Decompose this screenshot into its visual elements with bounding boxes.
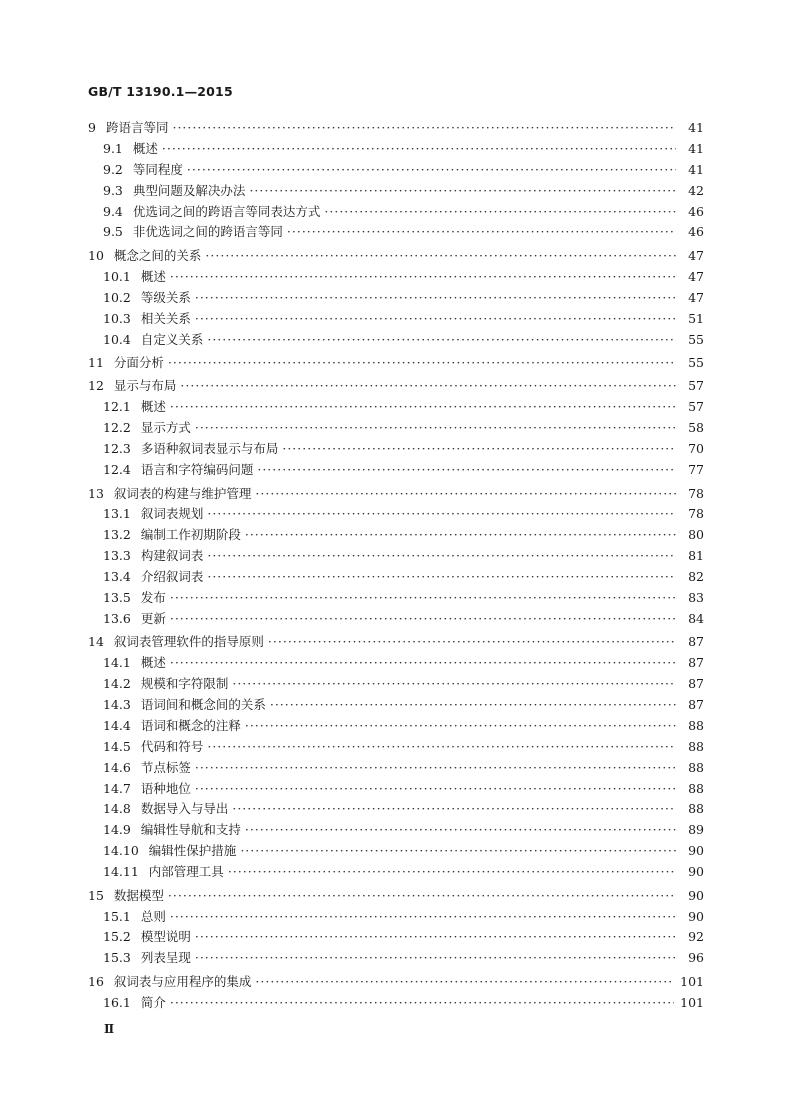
toc-entry-page: 81 [688, 548, 704, 564]
toc-chapter-entry[interactable] [88, 484, 704, 505]
toc-entry-number: 14.3 [103, 697, 131, 713]
table-of-contents [88, 118, 704, 1014]
dot-leader [180, 376, 676, 397]
toc-entry-title: 概述 [132, 140, 158, 156]
dot-leader [232, 674, 676, 695]
dot-leader [282, 439, 676, 460]
dot-leader [168, 886, 676, 907]
toc-entry-number: 12.4 [103, 462, 131, 478]
dot-leader [195, 288, 676, 309]
toc-entry-page: 96 [688, 950, 704, 966]
toc-entry-title: 编制工作初期阶段 [140, 527, 241, 543]
toc-entry-title: 叙词表管理软件的指导原则 [113, 634, 264, 650]
toc-section-entry[interactable] [88, 160, 704, 181]
toc-entry-title: 优选词之间的跨语言等同表达方式 [132, 203, 321, 219]
toc-section-entry[interactable] [88, 907, 704, 928]
toc-entry-title: 介绍叙词表 [140, 569, 204, 585]
toc-entry-number: 12.2 [103, 420, 131, 436]
dot-leader [168, 353, 676, 374]
toc-entry-number: 13.5 [103, 589, 131, 605]
toc-entry-title: 简介 [140, 994, 166, 1010]
toc-entry-title: 语词和概念的注释 [140, 717, 241, 733]
toc-entry-number: 16.1 [103, 994, 131, 1010]
dot-leader [245, 525, 676, 546]
toc-entry-page: 42 [688, 182, 704, 198]
toc-section-entry[interactable] [88, 288, 704, 309]
toc-entry-number: 14.5 [103, 738, 131, 754]
toc-entry-number: 13.1 [103, 506, 131, 522]
toc-entry-title: 构建叙词表 [140, 548, 204, 564]
dot-leader [240, 841, 676, 862]
dot-leader [170, 267, 676, 288]
toc-entry-number: 15.3 [103, 950, 131, 966]
toc-entry-page: 87 [688, 634, 704, 650]
toc-entry-number: 9.5 [103, 224, 123, 240]
toc-entry-page: 41 [688, 161, 704, 177]
toc-entry-number: 12.1 [103, 399, 131, 415]
toc-entry-number: 13.2 [103, 527, 131, 543]
toc-entry-number: 14.7 [103, 780, 131, 796]
toc-section-entry[interactable] [88, 330, 704, 351]
toc-entry-title: 多语种叙词表显示与布局 [140, 441, 279, 457]
toc-entry-page: 88 [688, 780, 704, 796]
toc-entry-page: 41 [688, 120, 704, 135]
toc-entry-title: 叙词表与应用程序的集成 [113, 973, 252, 989]
toc-entry-page: 77 [688, 462, 704, 478]
toc-chapter-entry[interactable] [88, 118, 704, 139]
toc-entry-page: 78 [688, 485, 704, 501]
dot-leader [170, 588, 676, 609]
toc-entry-page: 90 [688, 843, 704, 859]
toc-entry-title: 典型问题及解决办法 [132, 182, 246, 198]
toc-entry-title: 概述 [140, 655, 166, 671]
toc-section-entry[interactable] [88, 439, 704, 460]
dot-leader [172, 118, 676, 139]
toc-entry-title: 发布 [140, 589, 166, 605]
dot-leader [187, 160, 676, 181]
toc-entry-title: 自定义关系 [140, 331, 204, 347]
toc-entry-number: 9.4 [103, 203, 123, 219]
toc-section-entry[interactable] [88, 674, 704, 695]
toc-entry-number: 9.3 [103, 182, 123, 198]
toc-entry-number: 14.9 [103, 822, 131, 838]
toc-entry-title: 总则 [140, 908, 166, 924]
toc-section-entry[interactable] [88, 202, 704, 223]
toc-entry-page: 70 [688, 441, 704, 457]
dot-leader [228, 862, 676, 883]
toc-section-entry[interactable] [88, 567, 704, 588]
toc-entry-title: 相关关系 [140, 310, 191, 326]
toc-entry-number: 10 [88, 247, 104, 263]
toc-entry-number: 15 [88, 887, 104, 903]
toc-entry-title: 等同程度 [132, 161, 183, 177]
toc-entry-page: 87 [688, 655, 704, 671]
toc-entry-page: 47 [688, 247, 704, 263]
toc-entry-title: 规模和字符限制 [140, 676, 229, 692]
toc-entry-page: 78 [688, 506, 704, 522]
toc-entry-number: 13.3 [103, 548, 131, 564]
toc-chapter-entry[interactable] [88, 972, 704, 993]
toc-entry-number: 11 [88, 354, 104, 370]
toc-entry-number: 14.10 [103, 843, 139, 859]
dot-leader [170, 397, 676, 418]
dot-leader [255, 484, 676, 505]
dot-leader [207, 737, 676, 758]
toc-entry-number: 10.4 [103, 331, 131, 347]
toc-entry-title: 编辑性导航和支持 [140, 822, 241, 838]
toc-section-entry[interactable] [88, 820, 704, 841]
toc-entry-title: 代码和符号 [140, 738, 204, 754]
toc-section-entry[interactable] [88, 546, 704, 567]
toc-section-entry[interactable] [88, 418, 704, 439]
dot-leader [207, 567, 676, 588]
toc-entry-number: 14.2 [103, 676, 131, 692]
toc-entry-title: 语种地位 [140, 780, 191, 796]
toc-entry-page: 88 [688, 801, 704, 817]
toc-entry-page: 90 [688, 887, 704, 903]
toc-entry-title: 数据模型 [113, 887, 164, 903]
dot-leader [195, 758, 676, 779]
dot-leader [195, 948, 676, 969]
dot-leader [195, 927, 676, 948]
toc-entry-page: 51 [688, 310, 704, 326]
toc-entry-number: 10.2 [103, 289, 131, 305]
toc-entry-page: 55 [688, 331, 704, 347]
toc-entry-title: 语言和字符编码问题 [140, 462, 254, 478]
toc-chapter-entry[interactable] [88, 246, 704, 267]
toc-section-entry[interactable] [88, 525, 704, 546]
toc-section-entry[interactable] [88, 948, 704, 969]
toc-entry-page: 55 [688, 354, 704, 370]
toc-section-entry[interactable] [88, 609, 704, 630]
page-number-footer: Ⅱ [104, 1022, 115, 1036]
toc-entry-page: 83 [688, 589, 704, 605]
toc-section-entry[interactable] [88, 841, 704, 862]
toc-entry-title: 非优选词之间的跨语言等同 [132, 224, 283, 240]
dot-leader [170, 993, 674, 1014]
dot-leader [270, 695, 676, 716]
toc-section-entry[interactable] [88, 862, 704, 883]
toc-entry-title: 语词间和概念间的关系 [140, 697, 266, 713]
toc-entry-number: 15.1 [103, 908, 131, 924]
dot-leader [245, 820, 676, 841]
toc-section-entry[interactable] [88, 504, 704, 525]
toc-entry-page: 101 [680, 973, 704, 989]
toc-section-entry[interactable] [88, 397, 704, 418]
toc-entry-page: 84 [688, 610, 704, 626]
toc-entry-number: 16 [88, 973, 104, 989]
toc-entry-page: 87 [688, 697, 704, 713]
toc-entry-number: 13 [88, 485, 104, 501]
toc-entry-page: 80 [688, 527, 704, 543]
toc-entry-title: 内部管理工具 [148, 864, 224, 880]
toc-section-entry[interactable] [88, 139, 704, 160]
dot-leader [170, 907, 676, 928]
toc-entry-page: 41 [688, 140, 704, 156]
toc-entry-title: 跨语言等同 [105, 120, 169, 135]
toc-entry-number: 15.2 [103, 929, 131, 945]
toc-section-entry[interactable] [88, 653, 704, 674]
toc-entry-title: 概念之间的关系 [113, 247, 202, 263]
toc-section-entry[interactable] [88, 927, 704, 948]
toc-entry-page: 57 [688, 378, 704, 394]
toc-entry-number: 13.4 [103, 569, 131, 585]
toc-section-entry[interactable] [88, 181, 704, 202]
toc-entry-page: 88 [688, 759, 704, 775]
toc-entry-title: 等级关系 [140, 289, 191, 305]
dot-leader [207, 546, 676, 567]
toc-entry-number: 10.1 [103, 268, 131, 284]
toc-entry-number: 14 [88, 634, 104, 650]
dot-leader [207, 504, 676, 525]
toc-entry-page: 46 [688, 203, 704, 219]
toc-entry-page: 92 [688, 929, 704, 945]
toc-entry-number: 14.1 [103, 655, 131, 671]
toc-entry-title: 叙词表的构建与维护管理 [113, 485, 252, 501]
toc-entry-number: 9 [88, 120, 96, 135]
dot-leader [287, 222, 676, 243]
dot-leader [170, 653, 676, 674]
toc-entry-page: 57 [688, 399, 704, 415]
toc-entry-page: 46 [688, 224, 704, 240]
toc-chapter-entry[interactable] [88, 886, 704, 907]
toc-section-entry[interactable] [88, 460, 704, 481]
dot-leader [195, 418, 676, 439]
dot-leader [245, 716, 676, 737]
standard-number-header: GB/T 13190.1—2015 [88, 84, 233, 99]
toc-section-entry[interactable] [88, 799, 704, 820]
toc-chapter-entry[interactable] [88, 632, 704, 653]
toc-section-entry[interactable] [88, 716, 704, 737]
toc-entry-page: 88 [688, 738, 704, 754]
toc-entry-title: 列表呈现 [140, 950, 191, 966]
toc-section-entry[interactable] [88, 779, 704, 800]
toc-entry-page: 90 [688, 864, 704, 880]
toc-entry-number: 14.8 [103, 801, 131, 817]
toc-entry-page: 47 [688, 268, 704, 284]
toc-entry-title: 显示方式 [140, 420, 191, 436]
toc-entry-title: 显示与布局 [113, 378, 177, 394]
toc-entry-page: 101 [680, 994, 704, 1010]
toc-entry-number: 14.4 [103, 717, 131, 733]
toc-entry-page: 87 [688, 676, 704, 692]
toc-entry-page: 82 [688, 569, 704, 585]
dot-leader [195, 309, 676, 330]
dot-leader [255, 972, 674, 993]
dot-leader [205, 246, 676, 267]
toc-entry-title: 编辑性保护措施 [148, 843, 237, 859]
dot-leader [249, 181, 676, 202]
toc-entry-number: 14.6 [103, 759, 131, 775]
toc-section-entry[interactable] [88, 222, 704, 243]
toc-section-entry[interactable] [88, 993, 704, 1014]
toc-entry-number: 9.1 [103, 140, 123, 156]
toc-entry-number: 13.6 [103, 610, 131, 626]
toc-entry-number: 12.3 [103, 441, 131, 457]
toc-entry-title: 更新 [140, 610, 166, 626]
toc-entry-page: 90 [688, 908, 704, 924]
toc-chapter-entry[interactable] [88, 376, 704, 397]
toc-entry-page: 88 [688, 717, 704, 733]
toc-section-entry[interactable] [88, 695, 704, 716]
toc-chapter-entry[interactable] [88, 353, 704, 374]
toc-section-entry[interactable] [88, 309, 704, 330]
dot-leader [170, 609, 676, 630]
dot-leader [195, 779, 676, 800]
toc-entry-title: 叙词表规划 [140, 506, 204, 522]
dot-leader [268, 632, 676, 653]
toc-section-entry[interactable] [88, 267, 704, 288]
dot-leader [207, 330, 676, 351]
toc-section-entry[interactable] [88, 758, 704, 779]
dot-leader [162, 139, 676, 160]
toc-entry-title: 概述 [140, 268, 166, 284]
toc-entry-title: 数据导入与导出 [140, 801, 229, 817]
toc-section-entry[interactable] [88, 737, 704, 758]
toc-entry-number: 10.3 [103, 310, 131, 326]
toc-entry-number: 9.2 [103, 161, 123, 177]
toc-entry-page: 89 [688, 822, 704, 838]
toc-entry-title: 模型说明 [140, 929, 191, 945]
toc-section-entry[interactable] [88, 588, 704, 609]
toc-entry-page: 47 [688, 289, 704, 305]
toc-entry-title: 节点标签 [140, 759, 191, 775]
toc-entry-number: 14.11 [103, 864, 139, 880]
dot-leader [257, 460, 676, 481]
toc-entry-number: 12 [88, 378, 104, 394]
toc-entry-page: 58 [688, 420, 704, 436]
dot-leader [324, 202, 676, 223]
dot-leader [232, 799, 676, 820]
toc-entry-title: 分面分析 [113, 354, 164, 370]
toc-entry-title: 概述 [140, 399, 166, 415]
